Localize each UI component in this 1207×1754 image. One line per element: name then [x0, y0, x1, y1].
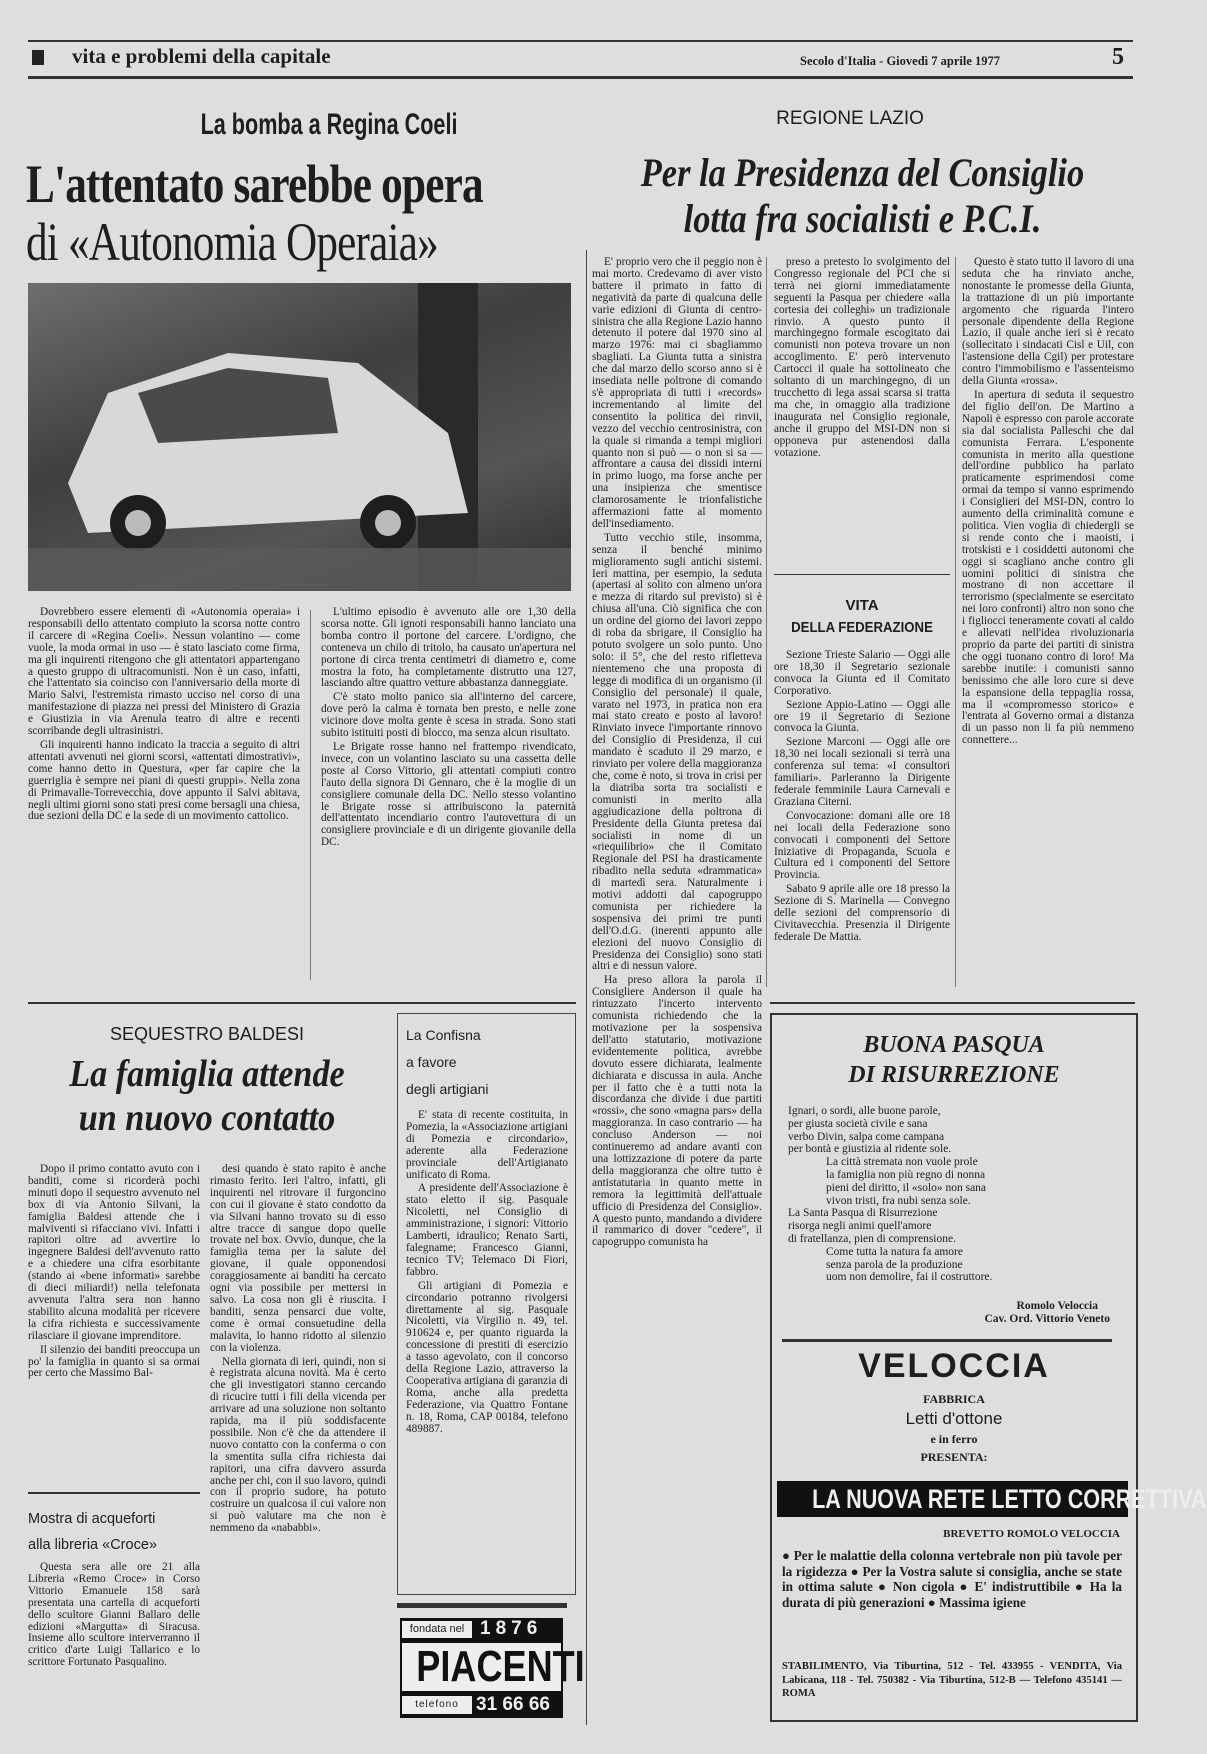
paragraph: Gli artigiani di Pomezia e circondario potranno rivolgersi direttamente al sig. Pasquale Nicoletti, via Virgilio n. 49, tel. 910624 e, per quanto riguarda la concessione di prestiti di esercizio a tasso agevolato, con il concorso della Regione Lazio, attraverso la Cooperativa artigiana di garanzia di Roma, anche alla predetta Federazione, via Quattro Fontane n. 18, Roma, CAP 00184, telefono 489887. — [406, 1279, 568, 1435]
easter-greeting — [772, 1030, 1136, 1090]
confisna-body — [406, 1110, 568, 1580]
paragraph: L'ultimo episodio è avvenuto alle ore 1,30 della scorsa notte. Gli ignoti responsabili hanno lanciato una bomba contro il portone del carcere. L'ordigno, che conteneva un chilo di tritolo, ha causato un'apertura nel portone di circa trenta centimetri di diametro e, come mostra la foto, ha completamente distrutto una 127, lasciando altre quattro vetture abbastanza danneggiate. — [321, 606, 576, 690]
lazio-article-col3 — [962, 257, 1134, 989]
poem-line: La Santa Pasqua di Risurrezione — [788, 1207, 938, 1220]
lazio-kicker: REGIONE LAZIO — [776, 108, 924, 129]
lazio-headline-line2: lotta fra socialisti e P.C.I. — [683, 196, 1042, 241]
paragraph: Sezione Trieste Salario — Oggi alle ore 18,30 il Segretario sezionale convoca la Giunta ed il Comitato Corporativo. — [774, 649, 950, 697]
bombed-car-photo — [28, 283, 571, 591]
poem-line: per bontà e giustizia al ridente sole. — [788, 1143, 952, 1156]
mostra-body — [28, 1562, 200, 1724]
poem-line: pieni del diritto, il «solo» non sana — [826, 1181, 987, 1194]
piacenti-brand: PIACENTI — [416, 1642, 585, 1691]
header-top-rule — [28, 40, 1133, 42]
veloccia-address: STABILIMENTO, Via Tiburtina, 512 - Tel. 433955 - VENDITA, Via Labicana, 118 - Tel. 750382 - Via Tiburtina, 512-B — Telefono 435141 — ROMA — [782, 1661, 1122, 1699]
piacenti-year: 1876 — [480, 1618, 543, 1639]
column-divider — [955, 257, 956, 987]
poem-line: Come tutta la natura fa amore — [826, 1245, 963, 1258]
column-divider — [766, 257, 767, 987]
tagline-presenta: PRESENTA: — [920, 1450, 988, 1464]
lazio-article-col2 — [774, 257, 950, 563]
baldesi-article-col2 — [210, 1164, 386, 1724]
section-divider — [770, 1002, 1135, 1004]
confisna-title-line1: La Confisna — [406, 1027, 481, 1043]
lazio-headline — [628, 150, 1097, 242]
lazio-article-col1 — [592, 257, 762, 1723]
poem-line: senza parola de la produzione — [826, 1258, 963, 1271]
poem-line: vivon tristi, fra nubi senza sole. — [826, 1194, 971, 1207]
poem-line: la famiglia non più regno di nonna — [826, 1168, 986, 1181]
baldesi-article-col1 — [28, 1164, 200, 1484]
mostra-title-line1: Mostra di acqueforti — [28, 1511, 156, 1527]
section-title: vita e problemi della capitale — [72, 44, 331, 68]
paragraph: E' proprio vero che il peggio non è mai morto. Credevamo di aver visto battere il primato in fatto di negatività da parte di qualcuna delle varie edizioni di Giunta di centro-sinistra che alla Regione Lazio hanno detenuto il potere dal 1970 sino al marzo 1976: mai ci sbagliammo sbagliati. La Giunta tutta a sinistra che dal marzo dello scorso anno si è insediata nelle poltrone di comando s'è appropriata di tutti i «records» incrementando al limite del consentito la politica dei rinvii, vezzo del vecchio centrosinistra, con la quale si rimanda a tempi migliori quanto non si può — o non si sa — affrontare a causa dei dissidi interni in primo luogo, ma forse anche per una insipienza che smentisce clamorosamente le trionfalistiche affermazioni fatte al momento dell'insediamento. — [592, 256, 762, 530]
paragraph: Le Brigate rosse hanno nel frattempo rivendicato, invece, con un volantino lasciato su una cassetta delle poste al Corso Vittorio, gli attentati compiuti contro l'auto della signora Di Gennaro, che è la moglie di un consigliere comunale della DC. Nello stesso volantino le Brigate rosse si attribuiscono la paternità dell'attentato incendiario contro l'autovettura di un consigliere provinciale e di un dirigente giovanile della DC. — [321, 740, 576, 849]
paragraph: Ha preso allora la parola il Consigliere Anderson il quale ha rintuzzato l'incerto intervento comunista richiedendo che la motivazione per la sospensiva dell'atto statutario, motivazione evidentemente politica, avrebbe dovuto essere dichiarata, lealmente dichiarata e discussa in aula. Anche per il fatto che è a tutti nota la discordanza che divide i due partiti «rossi», che sono «magna pars» della maggioranza. In caso contrario — ha concluso Anderson — noi continueremo ad andare avanti con una lottizzazione di potere da parte della maggioranza che oltre tutto è antistatutaria in quanto mette in remora la legittimità dell'attuale ufficio di Presidenza del Consiglio». A questo punto, mandando a dividere il rammarico di dover "cedere", il capogruppo comunista ha — [592, 974, 762, 1249]
paragraph: Convocazione: domani alle ore 18 nei locali della Federazione sono convocati i componenti del Settore Iniziative di Propaganda, Scuola e Cultura ed i componenti del Settore Provincia. — [774, 809, 950, 882]
poem-line: Ignari, o sordi, alle buone parole, — [788, 1105, 941, 1117]
poem-stanza — [788, 1207, 1108, 1245]
poem-stanza — [788, 1246, 1108, 1284]
header-bottom-rule — [28, 76, 1133, 79]
bomb-article-col1 — [28, 607, 300, 989]
bomb-article-col2 — [321, 607, 576, 989]
column-divider — [310, 610, 311, 980]
tagline-letti: Letti d'ottone — [905, 1409, 1003, 1428]
bomb-headline-line1: L'attentato sarebbe opera — [26, 154, 483, 214]
paragraph: preso a pretesto lo svolgimento del Congresso regionale del PCI che si terrà nei giorni immediatamente seguenti la Pasqua per chiedere «alla cortesia dei colleghi» un tradizionale rinvio. A questo punto il marchingegno formale escogitato dai comunisti non poteva trovare un non accoglimento. E' però intervenuto Cartocci il quale ha sottolineato che soltanto di un marchingegno, di un trucchetto di lega assai scarsa si tratta ma che, in omaggio alla tradizione inaugurata nel Consiglio regionale, anche il gruppo del MSI-DN non si opponeva pur astenendosi dalla votazione. — [774, 256, 950, 459]
veloccia-banner-text: LA NUOVA RETE LETTO CORRETTIVA — [812, 1484, 1207, 1514]
signature-title: Cav. Ord. Vittorio Veneto — [984, 1313, 1110, 1325]
poem-line: di fratellanza, pien di comprensione. — [788, 1232, 956, 1245]
tagline-ferro: e in ferro — [930, 1432, 978, 1446]
signature-name: Romolo Veloccia — [1016, 1300, 1098, 1312]
divider — [397, 1603, 567, 1608]
column-divider — [586, 250, 587, 1725]
paragraph: E' stata di recente costituita, in Pomezia, la «Associazione artigiani di Pomezia e circondario», aderente alla Federazione provinciale dell'Artigianato unificato di Roma. — [406, 1109, 568, 1181]
baldesi-kicker: SEQUESTRO BALDESI — [109, 1024, 305, 1044]
piacenti-ad — [400, 1618, 585, 1718]
federazione-title-line1: VITA — [845, 597, 879, 614]
mostra-title — [28, 1506, 200, 1558]
veloccia-banner — [777, 1481, 1207, 1517]
poem-stanza — [788, 1105, 1108, 1156]
section-divider — [28, 1002, 576, 1004]
piacenti-phone: 31 66 66 — [476, 1694, 550, 1715]
confisna-title-line3: degli artigiani — [406, 1081, 489, 1097]
page-number: 5 — [1112, 44, 1124, 70]
paragraph: In apertura di seduta il sequestro del figlio dell'on. De Martino a Napoli è espresso con parole accorate sia dal socialista Palleschi che dal comunista Ferrara. L'esponente comunista in merito alla questione dell'ordine pubblico ha parlato praticamente esprimendosi come ormai da tempo si vanno esprimendo i Consiglieri del MSI-DN, contro lo aumento della criminalità comune e politica. Vien voglia di chiedergli se si rende conto che i maoisti, i trotskisti e i cosiddetti autonomi che oggi si scagliano anche contro gli uomini politici di sinistra che mostrano di non accettare il terrorismo (specialmente se esercitato nei loro confronti) altro non sono che i figliocci teneramente covati al caldo e allevati nell'idea rivoluzionaria proprio da parte dei partiti di sinistra che oggi tuonano contro di loro! Ma sarebbe inutile: i comunisti sanno benissimo che alle loro cure si deve la espansione della teppaglia rossa, ma il «compromesso storico» e l'entrata al Governo ormai a distanza di un passo non li fa più nemmeno connettere... — [962, 388, 1134, 747]
bomb-headline-line2: di «Autonomia Operaia» — [26, 212, 438, 272]
paragraph: Il silenzio dei banditi preoccupa un po' la famiglia in quanto si sa ormai per certo che Massimo Bal- — [28, 1343, 200, 1380]
divider — [774, 574, 950, 575]
mostra-title-line2: alla libreria «Croce» — [28, 1537, 157, 1553]
veloccia-brand: VELOCCIA — [858, 1347, 1050, 1385]
poem-stanza — [788, 1156, 1108, 1207]
paragraph: Questo è stato tutto il lavoro di una seduta che ha rinviato anche, nonostante le promesse della Giunta, la trattazione di un più importante argomento che riguarda l'intero personale dipendente della Regione Lazio, il quale anche ieri si è recato (sollecitato i sindacati Cisl e Uil, con l'astensione della Cgil) per protestare contro l'immobilismo e l'assenteismo della Giunta «rossa». — [962, 256, 1134, 388]
easter-greeting-line2: DI RISURREZIONE — [848, 1062, 1060, 1088]
poem-line: uom non demolire, fai il costruttore. — [826, 1271, 993, 1284]
easter-greeting-line1: BUONA PASQUA — [863, 1032, 1045, 1058]
baldesi-headline-line2: un nuovo contatto — [78, 1097, 336, 1139]
paragraph: desi quando è stato rapito è anche rimasto ferito. Ieri l'altro, infatti, gli inquirenti nel ritrovare il furgoncino con cui il giovane è stato condotto da via Silvani hanno trovato su di esso altre tracce di sangue dopo quelle trovate nel box. Ovvio, dunque, che la famiglia tema per la salute del giovane, il quale opponendosi coraggiosamente ai banditi ha cercato ogni via possibile per mettersi in salvo. La cosa non gli è riuscita. I banditi, senza pensarci due volte, come è ormai consuetudine della malavita, lo hanno ridotto al silenzio con la violenza. — [210, 1163, 386, 1354]
poem-line: risorga negli animi quell'amore — [788, 1220, 932, 1233]
bomb-headline — [26, 155, 570, 271]
paragraph: Sezione Appio-Latino — Oggi alle ore 19 il Segretario di Sezione convoca la Giunta. — [774, 698, 950, 735]
paragraph: Dopo il primo contatto avuto con i banditi, come si ricorderà pochi minuti dopo il sequestro avvenuto nel box di via Antonio Silvani, la famiglia Baldesi attende che i malviventi si rifacciano vivi. Infatti i rapitori oltre ad avvertire lo ingegnere Baldesi dell'avvenuto ratto e a chiedere una cifra esorbitante (stando ai «bene informati» sarebbe di dieci miliardi!) nella telefonata avvenuta l'altra sera non hanno stabilito alcuna modalità per ricevere la cifra richiesta e successivamente rilasciare il giovane imprenditore. — [28, 1163, 200, 1342]
poem-line: per giusta società civile e sana — [788, 1117, 928, 1130]
paragraph: Questa sera alle ore 21 alla Libreria «Remo Croce» in Corso Vittorio Emanuele 158 sarà presentata una cartella di acqueforti dello scultore Gianni Ballaro delle edizioni «Margutta» di Siracusa. Insieme allo scultore interverranno il critico d'arte Luigi Tallarico e lo scrittore Fortunato Pasqualino. — [28, 1561, 200, 1669]
confisna-title — [406, 1022, 571, 1103]
tagline-fabbrica: FABBRICA — [923, 1392, 985, 1406]
veloccia-patent: BREVETTO ROMOLO VELOCCIA — [943, 1528, 1120, 1540]
paragraph: Gli inquirenti hanno indicato la traccia a seguito di altri attentati avvenuti nei giorni scorsi, «attentati dimostrativi», come hanno detto in Questura, «per far capire che la guerriglia è sempre nei piani di questi gruppi». Nella zona di Primavalle-Torrevecchia, dove appunto il Salvi abitava, negli ultimi giorni sono stati presi come bersagli una chiesa, due sezioni della DC e la sede di un movimento cattolico. — [28, 738, 300, 823]
confisna-title-line2: a favore — [406, 1054, 457, 1070]
paragraph: Tutto vecchio stile, insomma, senza il benché minimo miglioramento sugli antichi sistemi. Ieri mattina, per esempio, la seduta (apertasi al solito con almeno un'ora e mezza di ritardo sul previsto) si è chiusa all'una. Ciò significa che con un ordine del giorno dei lavori zeppo di roba da sbrigare, il Consiglio ha potuto svolgere un solo punto. Uno solo: il 5°, che del resto rifletteva nientemeno che una proposta di legge di modifica di un organismo (il Consiglio del personale) il quale, varato nel 1973, in pratica non era mai stato creato e posto al lavoro! Rinviato invece l'importante rinnovo del Consiglio di Presidenza, il cui mandato è scaduto il 29 marzo, e rinviato per volere della maggioranza che, come è noto, si trova in crisi per la diatriba sorta tra socialisti e comunisti in merito alla aggiudicazione della poltrona di Presidente della Giunta pretesa dai socialisti in nome di un «riequilibrio» che il Comitato Regionale del PSI ha drasticamente ribadito nella seduta «drammatica» di martedì sera. Naturalmente i motivi addotti dal capogruppo comunista per richiedere la sospensiva dei primi tre punti dell'O.d.G. (inerenti appunto alle elezioni del nuovo Consiglio di Presidenza dei Consiglio) sono stati altri e di nessun valore. — [592, 531, 762, 973]
paragraph: Nella giornata di ieri, quindi, non si è registrata alcuna novità. Ma è certo che gli investigatori stanno cercando di ricucire tutti i fili della vicenda per arrivare ad una soluzione non soltanto rapida, ma il più soddisfacente possibile. Non c'è che da attendere il nuovo contatto con la conferma o con la smentita sulla cifra richiesta dai rapitori, una cifra davvero assurda anche per chi, con il suo lavoro, quindi con il proprio sudore, ha potuto costruire un qualcosa il cui valore non si può valutare ma che non è nemmeno da «nababbi». — [210, 1355, 386, 1535]
piacenti-founded-label: fondata nel — [402, 1621, 472, 1638]
poem-line: verbo Divin, salpa come campana — [788, 1130, 945, 1143]
easter-poem — [788, 1105, 1108, 1284]
divider — [782, 1339, 1112, 1342]
paragraph: A presidente dell'Associazione è stato eletto il sig. Pasquale Nicoletti, nel Consiglio di amministrazione, i signori: Vittorio Lamberti, idraulico; Renato Sarti, falegname; Francesco Gianni, tecnico TV; Telemaco Di Fiori, fabbro. — [406, 1182, 568, 1278]
paragraph: Dovrebbero essere elementi di «Autonomia operaia» i responsabili dello attentato compiuto la scorsa notte contro il carcere di «Regina Coeli». Nessun volantino — come vuole, la moda ormai in uso — è stato lasciato come firma, ma gli inquirenti ritengono che gli attentatori appartengano a questo gruppo di ultracomunisti. Non è un caso, infatti, che l'attentato sia coinciso con l'anniversario della morte di Mario Salvi, l'estremista rimasto ucciso nel corso di una manifestazione di piazza nei pressi del Ministero di Grazia e Giustizia in via Arenula teatro di altre e recenti scorribande degli ultrasinistri. — [28, 606, 300, 738]
piacenti-phone-label: telefono — [402, 1696, 472, 1714]
veloccia-tagline — [772, 1390, 1136, 1466]
baldesi-headline-line1: La famiglia attende — [69, 1053, 345, 1095]
dateline: Secolo d'Italia - Giovedì 7 aprile 1977 — [800, 54, 1000, 68]
paragraph: Sezione Marconi — Oggi alle ore 18,30 nei locali sezionali si terrà una conferenza sul tema: «I consultori familiari». Parleranno la Dirigente federale femminile Laura Carnevali e Graziana Citerni. — [774, 736, 950, 808]
baldesi-headline — [42, 1052, 371, 1140]
section-square-icon — [32, 50, 44, 65]
poem-signature — [900, 1300, 1110, 1326]
bomb-kicker: La bomba a Regina Coeli — [200, 108, 458, 141]
veloccia-features: ● Per le malattie della colonna vertebrale non più tavole per la rigidezza ● Per la Vostra salute si consiglia, anche se state in ottima salute ● Non cigola ● E' indistruttibile ● Ha la durata di più generazioni ● Massima igiene — [782, 1548, 1122, 1610]
federazione-title-line2: DELLA FEDERAZIONE — [791, 619, 933, 636]
lazio-headline-line1: Per la Presidenza del Consiglio — [640, 150, 1085, 195]
federazione-title — [774, 595, 950, 639]
federazione-body — [774, 650, 950, 990]
poem-line: La città stremata non vuole prole — [826, 1156, 978, 1169]
paragraph: Sabato 9 aprile alle ore 18 presso la Sezione di S. Marinella — Convegno delle sezioni del comprensorio di Civitavecchia. Presenzia il Dirigente federale De Mattia. — [774, 883, 950, 943]
paragraph: C'è stato molto panico sia all'interno del carcere, dove però la calma è tornata ben presto, e nelle zone vicinore dove molta gente è scesa in strada. Sono stati subito istituiti posti di blocco, ma senza alcun risultato. — [321, 691, 576, 740]
divider — [28, 1492, 200, 1494]
car-wreck-illustration — [28, 283, 571, 591]
